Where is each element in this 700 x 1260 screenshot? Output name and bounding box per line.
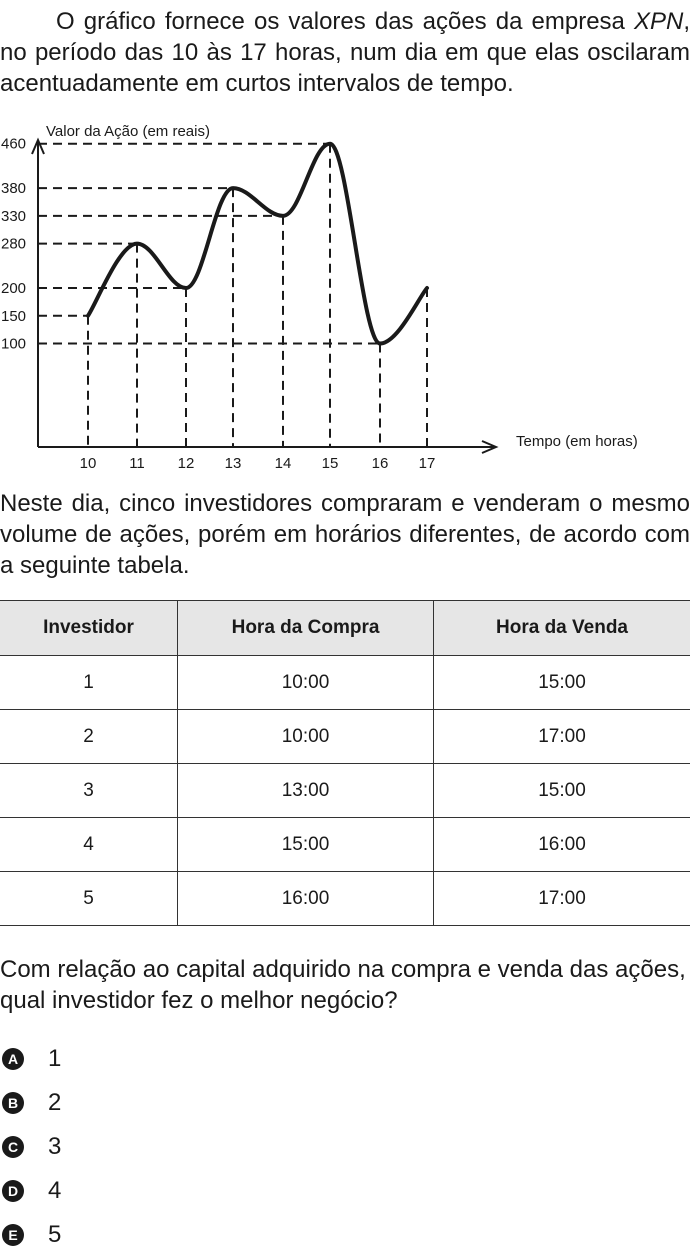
cell-hora-compra: 15:00: [178, 818, 434, 872]
header-investidor: Investidor: [0, 601, 178, 656]
cell-hora-venda: 16:00: [434, 818, 691, 872]
intro-after: , no período das 10 às 17 horas, num dia em que elas oscilaram acentuadamente em curtos intervalos de tempo.: [0, 8, 690, 97]
option-e[interactable]: [2, 1220, 61, 1250]
cell-hora-venda: 17:00: [434, 710, 691, 764]
y-tick-label: 200: [1, 280, 27, 297]
x-tick-label: 11: [129, 455, 145, 472]
stock-value-chart: [0, 112, 700, 477]
table-row: [0, 818, 690, 872]
question-text: Com relação ao capital adquirido na compra e venda das ações, qual investidor fez o melhor negócio?: [0, 956, 686, 1014]
y-tick-label: 100: [1, 335, 27, 353]
header-hora-venda: Hora da Venda: [434, 601, 691, 656]
x-tick-label: 12: [177, 455, 195, 472]
option-c[interactable]: [2, 1132, 61, 1162]
cell-investidor: 1: [0, 656, 178, 710]
option-b-text: 2: [48, 1089, 62, 1116]
intro-text: [0, 6, 690, 99]
table-row: [0, 710, 690, 764]
cell-hora-compra: 16:00: [178, 872, 434, 926]
option-b[interactable]: [2, 1088, 61, 1118]
option-d-text: 4: [48, 1177, 62, 1204]
investors-table: [0, 600, 690, 926]
x-tick-label: 15: [321, 455, 339, 472]
y-tick-label: 380: [1, 180, 27, 198]
cell-hora-venda: 17:00: [434, 872, 691, 926]
y-tick-label: 330: [1, 207, 27, 225]
option-d-letter-icon: D: [2, 1180, 24, 1202]
cell-investidor: 4: [0, 818, 178, 872]
x-tick-label: 17: [418, 455, 436, 472]
option-c-letter-icon: C: [2, 1136, 24, 1158]
cell-hora-compra: 10:00: [178, 710, 434, 764]
cell-hora-venda: 15:00: [434, 656, 691, 710]
option-e-letter-icon: E: [2, 1224, 24, 1246]
x-tick-label: 16: [371, 455, 389, 472]
middle-text: Neste dia, cinco investidores compraram e venderam o mesmo volume de ações, porém em horários diferentes, de acordo com a seguinte tabela.: [0, 490, 690, 579]
x-tick-label: 10: [79, 455, 97, 472]
option-e-text: 5: [48, 1221, 62, 1248]
y-tick-label: 280: [1, 235, 27, 253]
cell-investidor: 5: [0, 872, 178, 926]
y-tick-label: 460: [1, 135, 27, 153]
table-row: [0, 872, 690, 926]
option-a-letter-icon: A: [2, 1048, 24, 1070]
table-row: [0, 656, 690, 710]
x-tick-label: 13: [224, 455, 242, 472]
y-tick-label: 150: [1, 307, 27, 325]
cell-investidor: 2: [0, 710, 178, 764]
company-name: XPN: [633, 8, 684, 35]
cell-hora-compra: 13:00: [178, 764, 434, 818]
option-c-text: 3: [48, 1133, 62, 1160]
option-b-letter-icon: B: [2, 1092, 24, 1114]
x-tick-label: 14: [274, 455, 292, 472]
cell-hora-compra: 10:00: [178, 656, 434, 710]
x-axis-title: Tempo (em horas): [516, 433, 638, 450]
cell-investidor: 3: [0, 764, 178, 818]
option-a-text: 1: [48, 1045, 62, 1072]
table-header-row: [0, 601, 690, 656]
option-a[interactable]: [2, 1044, 61, 1074]
table-row: [0, 764, 690, 818]
cell-hora-venda: 15:00: [434, 764, 691, 818]
stock-value-curve: [88, 144, 427, 344]
intro-before: O gráfico fornece os valores das ações da empresa: [56, 8, 634, 35]
option-d[interactable]: [2, 1176, 61, 1206]
y-axis-title: Valor da Ação (em reais): [46, 123, 210, 140]
header-hora-compra: Hora da Compra: [178, 601, 434, 656]
